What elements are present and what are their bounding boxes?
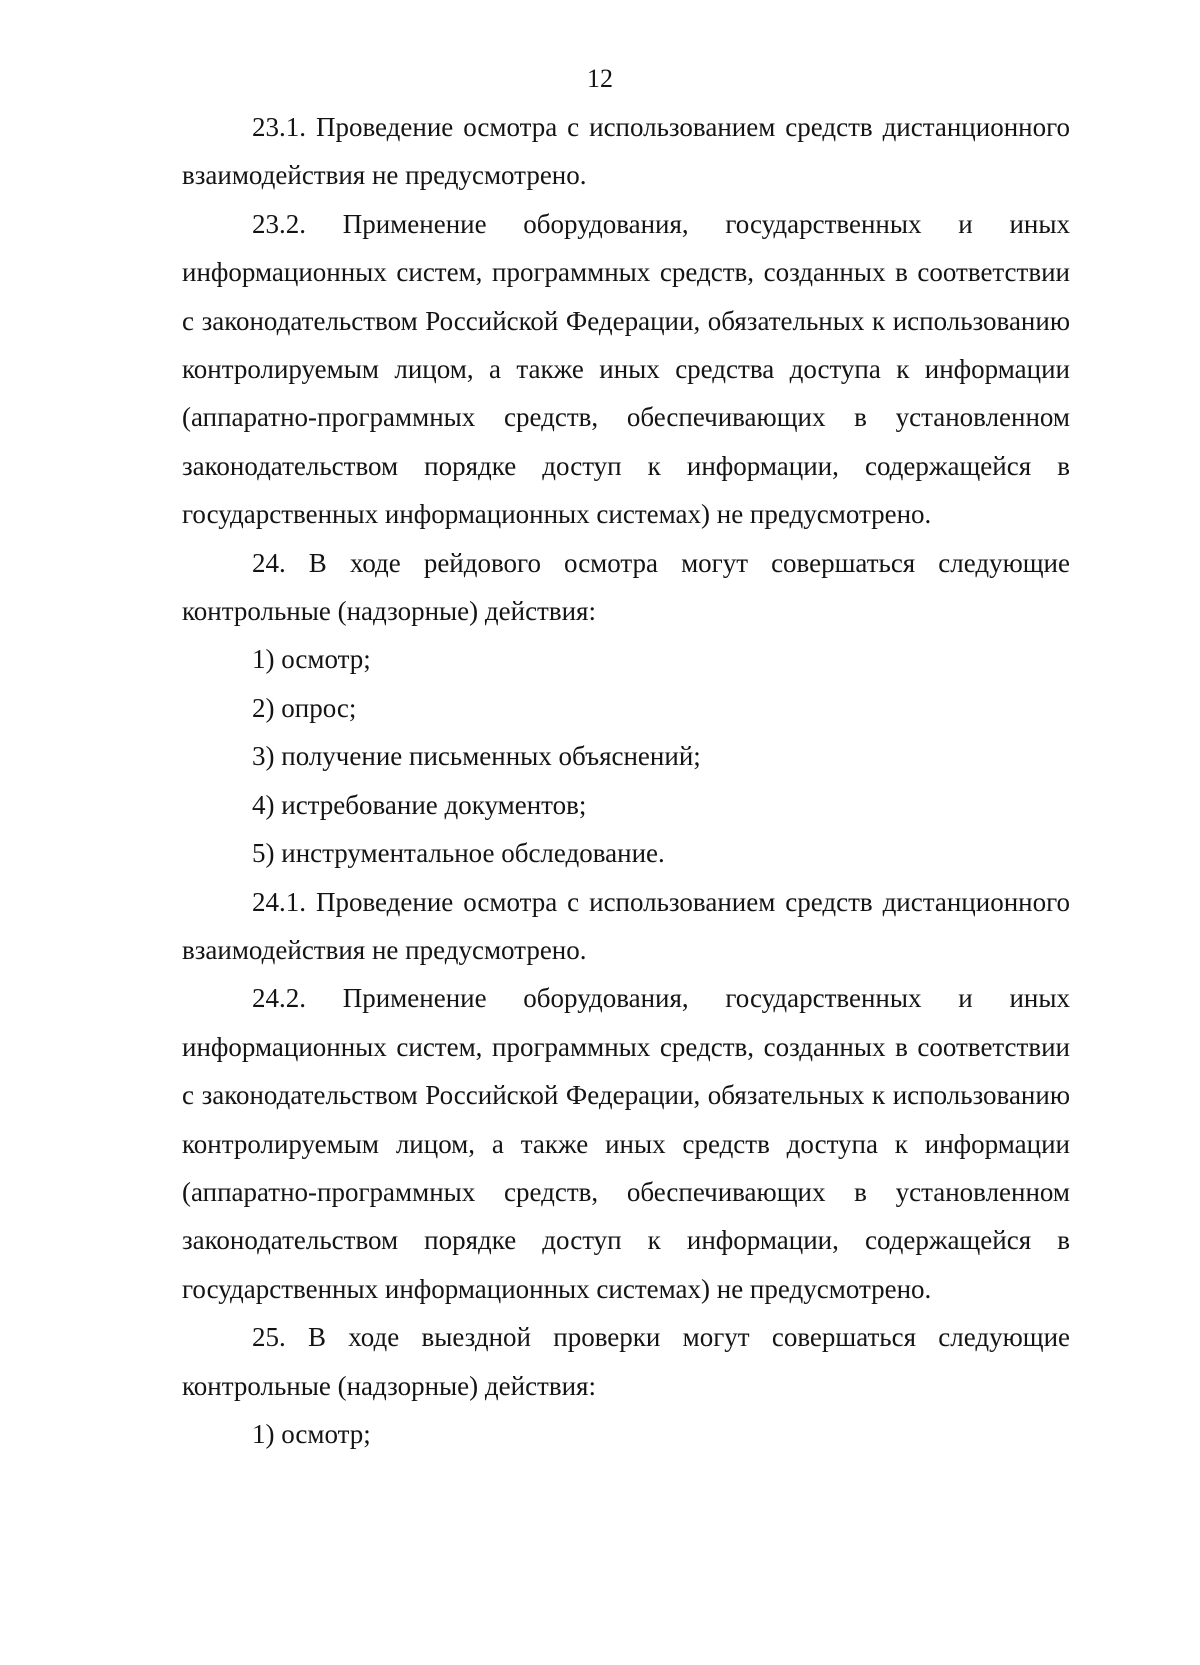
list-item: 1) осмотр; <box>252 644 371 675</box>
paragraph-25: 25. В ходе выездной проверки могут совершаться следующие контрольные (надзорные) действия: <box>182 1322 1070 1401</box>
page-number: 12 <box>587 64 613 93</box>
document-body <box>182 103 1070 1458</box>
list-item: 1) осмотр; <box>252 1418 371 1449</box>
paragraph-23-1: 23.1. Проведение осмотра с использованием средств дистанционного взаимодействия не предусмотрено. <box>182 112 1070 191</box>
paragraph-23-2: 23.2. Применение оборудования, государственных и иных информационных систем, программных средств, созданных в соответствии с законодательством Российской Федерации, обязательных к использованию контролируемым лицом, а также иных средства доступа к информации (аппаратно-программных средств, обеспечивающих в установленном законодательством порядке доступ к информации, содержащейся в государственных информационных системах) не предусмотрено. <box>182 208 1070 530</box>
paragraph-24-1: 24.1. Проведение осмотра с использованием средств дистанционного взаимодействия не предусмотрено. <box>182 886 1070 965</box>
paragraph-24: 24. В ходе рейдового осмотра могут совершаться следующие контрольные (надзорные) действия: <box>182 547 1070 627</box>
list-item: 5) инструментальное обследование. <box>252 838 665 869</box>
list-item: 4) истребование документов; <box>252 789 587 820</box>
list-item: 2) опрос; <box>252 692 357 723</box>
list-item: 3) получение письменных объяснений; <box>252 741 701 772</box>
paragraph-24-2: 24.2. Применение оборудования, государственных и иных информационных систем, программных средств, созданных в соответствии с законодательством Российской Федерации, обязательных к использованию контролируемым лицом, а также иных средств доступа к информации (аппаратно-программных средств, обеспечивающих в установленном законодательством порядке доступ к информации, содержащейся в государственных информационных системах) не предусмотрено. <box>182 983 1070 1304</box>
